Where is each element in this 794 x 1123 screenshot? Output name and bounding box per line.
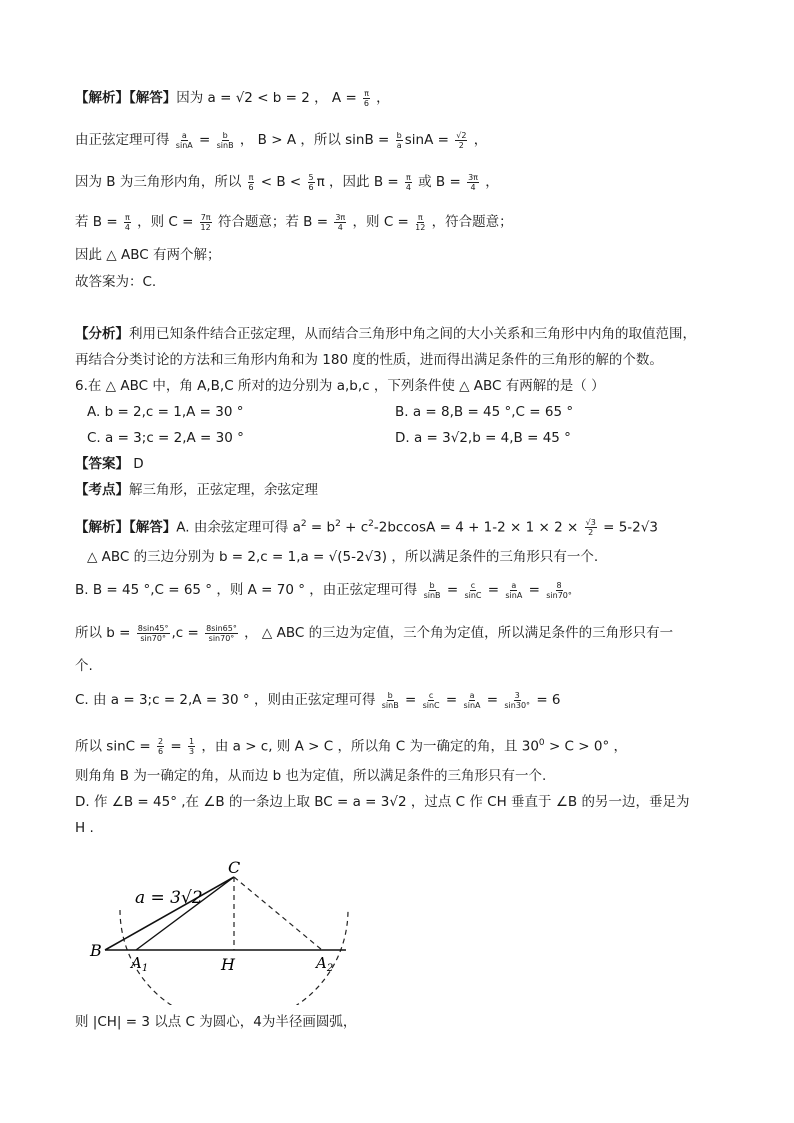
q6-option-c: C. a = 3;c = 2,A = 30 ° [87, 430, 244, 446]
q6-solution-d-line1: D. 作 ∠B = 45° ,在 ∠B 的一条边上取 BC = a = 3√2 ，过点 C 作 CH 垂直于 ∠B 的另一边，垂足为 [75, 794, 690, 810]
fraction: $\frac{3}{\sin 30^\circ}$ [504, 690, 531, 710]
analysis-line2: 再结合分类讨论的方法和三角形内角和为 180 度的性质，进而得出满足条件的三角形的解的个数。 [75, 352, 663, 368]
q6-solution-b-line1: B. B = 45 °,C = 65 ° ，则 A = 70 ° ，由正弦定理可得 $\frac{b}{\sin B}$ = $\frac{c}{\sin C}$ = $\frac{a}{\sin A}$ = $\frac{8}{\sin 70^\circ}$ [75, 580, 572, 600]
fraction: $\frac{√2}{2}$ [456, 130, 467, 150]
label-a2: $A_2$ [316, 954, 334, 974]
fraction: $\frac{b}{\sin B}$ [216, 130, 234, 150]
fraction: $\frac{\pi}{4}$ [124, 212, 130, 232]
fraction: $\frac{3\pi}{4}$ [335, 212, 346, 232]
q6-option-b: B. a = 8,B = 45 °,C = 65 ° [395, 404, 574, 420]
analysis-label: 【分析】 [75, 326, 129, 342]
fraction: $\frac{b}{\sin B}$ [381, 690, 399, 710]
fraction: $\frac{\pi}{6}$ [248, 172, 254, 192]
fraction: $\frac{8\sin 65^\circ}{\sin 70^\circ}$ [206, 623, 237, 643]
fraction: $\frac{\pi}{4}$ [405, 172, 411, 192]
label-b: B [90, 941, 102, 960]
q6-solution-b-line3: 个. [75, 658, 93, 674]
q6-answer: 【答案】 D [75, 456, 144, 472]
fraction: $\frac{c}{\sin C}$ [422, 690, 440, 710]
fraction: $\frac{5}{6}$ [308, 172, 314, 192]
q6-knowledge-points: 【考点】解三角形，正弦定理，余弦定理 [75, 482, 318, 498]
fraction: $\frac{√3}{2}$ [585, 518, 596, 537]
q5-line6: 故答案为：C. [75, 274, 157, 290]
fraction: $\frac{c}{\sin C}$ [464, 580, 482, 600]
fraction: $\frac{2}{6}$ [157, 737, 164, 756]
fraction: $\frac{8\sin 45^\circ}{\sin 70^\circ}$ [137, 623, 169, 643]
q6-solution-d-line2: H . [75, 820, 94, 836]
q6-solution-a: 【解析】【解答】A. 由余弦定理可得 $a^2 = b^2 + c^2-2bccosA = 4 + 1-2 \times 1 \times 2$ × $\frac{√3}{2}$ = 5-2√3 [75, 518, 658, 537]
triangle-figure [80, 855, 370, 1005]
q6-solution-c-line1: C. 由 a = 3;c = 2,A = 30 ° ，则由正弦定理可得 $\frac{b}{\sin B}$ = $\frac{c}{\sin C}$ = $\frac{a}{\sin A}$ = $\frac{3}{\sin 30^\circ}$ = 6 [75, 690, 561, 710]
fraction: $\frac{a}{\sin A}$ [463, 690, 481, 710]
label-a: a = 3√2 [135, 888, 203, 908]
label-h: H [221, 955, 235, 974]
q6-solution-c-line3: 则角角 B 为一确定的角，从而边 b 也为定值，所以满足条件的三角形只有一个. [75, 768, 547, 784]
label-c: C [228, 858, 241, 877]
analysis-line1: 【分析】利用已知条件结合正弦定理，从而结合三角形中角之间的大小关系和三角形中内角的取值范围， [75, 326, 696, 342]
q6-solution-b-line2: 所以 b = $\frac{8\sin 45^\circ}{\sin 70^\circ}$ ,c = $\frac{8\sin 65^\circ}{\sin 70^\circ}$ ， △ ABC 的三边为定值，三个角为定值，所以满足条件的三角形只有一 [75, 623, 674, 643]
fraction: $\frac{8}{\sin 70^\circ}$ [546, 580, 572, 600]
q6-stem: 6.在 △ ABC 中，角 A,B,C 所对的边分别为 a,b,c ，下列条件使 △ ABC 有两解的是（ ） [75, 378, 605, 394]
q6-option-d: D. a = 3√2,b = 4,B = 45 ° [395, 430, 571, 446]
fraction: $\frac{7\pi}{12}$ [200, 212, 211, 232]
q6-solution-d-last: 则 |CH| = 3 以点 C 为圆心，4为半径画圆弧， [75, 1014, 357, 1030]
q5-line3: 因为 B 为三角形内角，所以 $\frac{\pi}{6}$ < B < $\frac{5}{6}$ π ，因此 B = $\frac{\pi}{4}$ 或 B = $\frac{3\pi}{4}$ ， [75, 172, 499, 192]
fraction: $\frac{a}{\sin A}$ [175, 130, 193, 150]
q5-line2: 由正弦定理可得 $\frac{a}{\sin A}$ = $\frac{b}{\sin B}$ ， B > A ，所以 sinB = $\frac{b}{a}$ sinA = $\frac{√2}{2}$ ， [75, 130, 488, 150]
q5-line5: 因此 △ ABC 有两个解； [75, 247, 221, 263]
q6-option-a: A. b = 2,c = 1,A = 30 ° [87, 404, 244, 420]
label-a1: $A_1$ [131, 954, 149, 974]
q5-label: 【解析】【解答】 [75, 90, 177, 106]
fraction: $\frac{b}{\sin B}$ [423, 580, 441, 600]
q6-solution-a-line2: △ ABC 的三边分别为 b = 2,c = 1,a = √(5-2√3) ，所以满足条件的三角形只有一个. [87, 549, 599, 565]
q6-solution-c-line2: 所以 sinC = $\frac{2}{6}$ = $\frac{1}{3}$ ，由 a > c, 则 A > C ，所以角 C 为一确定的角，且 $30^0 > C > 0^\circ$ ， [75, 737, 628, 756]
q5-line4: 若 B = $\frac{\pi}{4}$ ，则 C = $\frac{7\pi}{12}$ 符合题意；若 B = $\frac{3\pi}{4}$ ，则 C = $\frac{\pi}{12}$ ，符合题意； [75, 212, 513, 232]
q5-line1: 【解析】【解答】因为 a = √2 < b = 2 ， A = $\frac{\pi}{6}$ ， [75, 88, 390, 108]
knowledge-label: 【考点】 [75, 482, 129, 498]
fraction: $\frac{b}{a}$ [396, 130, 402, 150]
side-ca2-dashed [234, 877, 322, 950]
fraction: $\frac{\pi}{6}$ [363, 88, 370, 108]
fraction: $\frac{\pi}{12}$ [415, 212, 426, 232]
fraction: $\frac{1}{3}$ [188, 737, 195, 756]
fraction: $\frac{a}{\sin A}$ [505, 580, 523, 600]
answer-label: 【答案】 [75, 456, 129, 472]
fraction: $\frac{3\pi}{4}$ [468, 172, 478, 192]
solution-label: 【解析】【解答】 [75, 519, 177, 536]
